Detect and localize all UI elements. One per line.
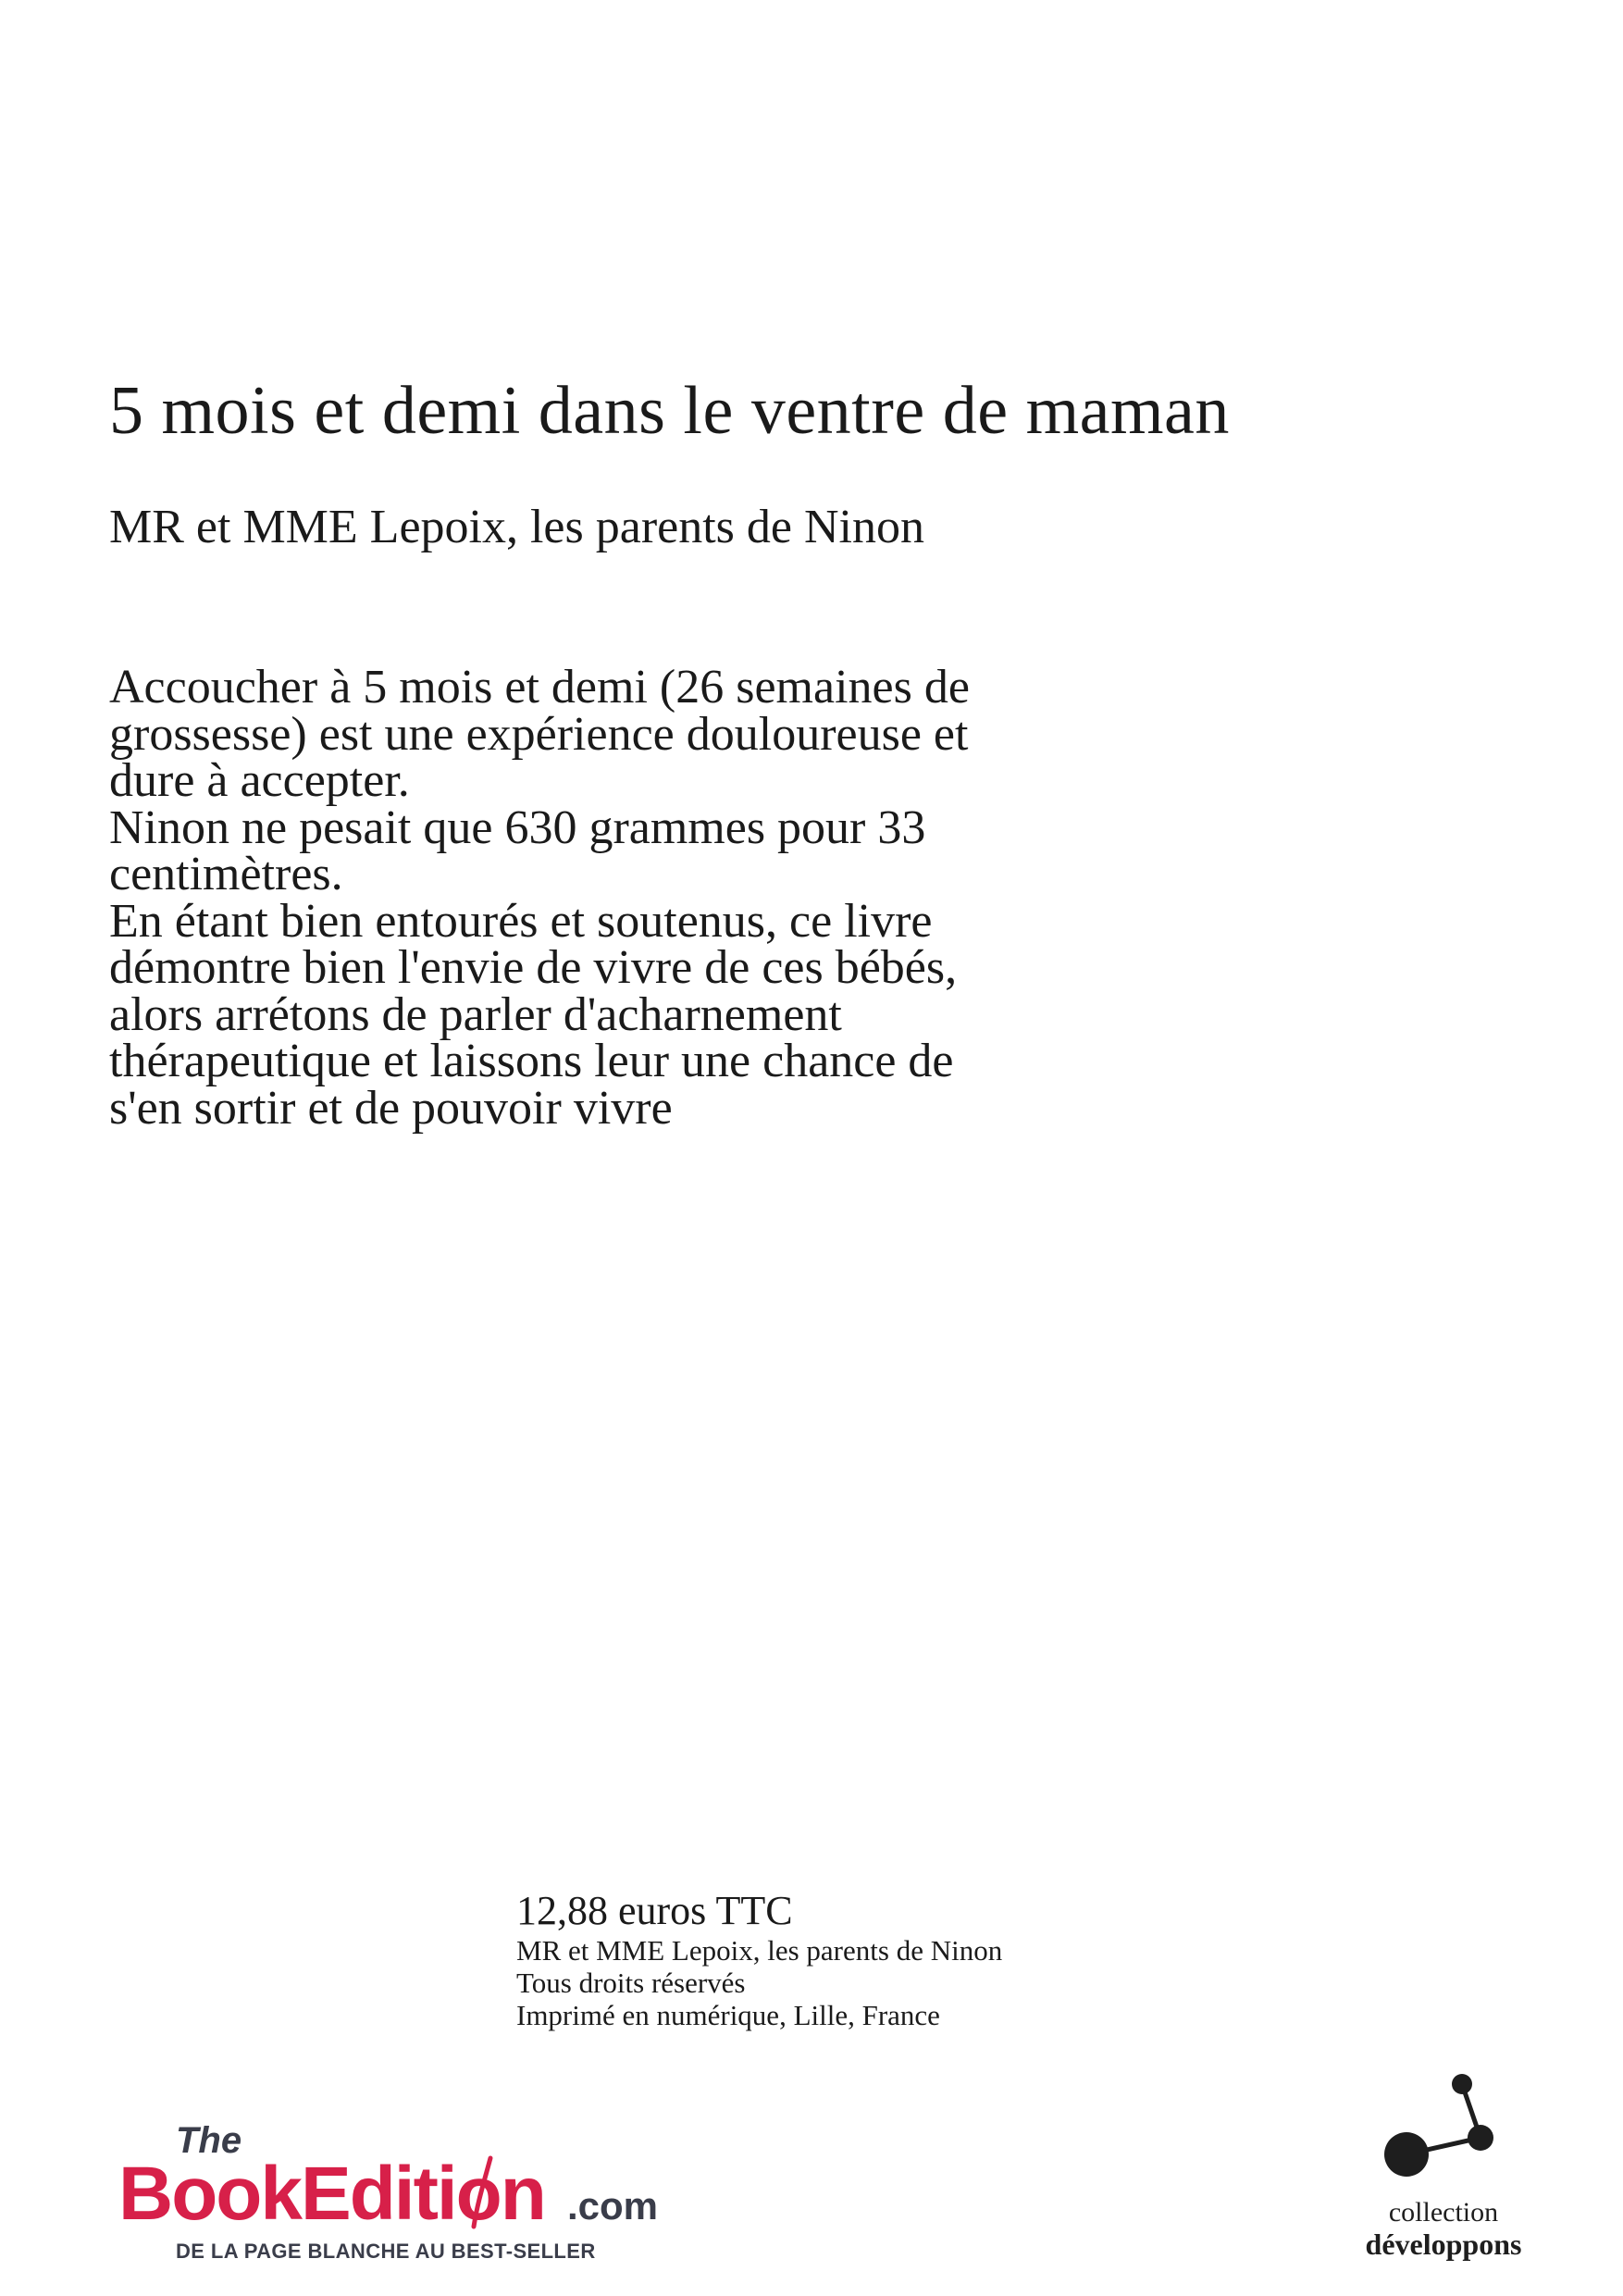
logo-brand-text: BookEdition [118, 2152, 545, 2236]
summary-line: centimètres. [109, 848, 343, 900]
collection-name: développons [1365, 2228, 1522, 2261]
price: 12,88 euros TTC [516, 1888, 793, 1933]
logo-the-text: The [176, 2120, 242, 2161]
summary-line: Ninon ne pesait que 630 grammes pour 33 [109, 800, 926, 854]
summary-line: En étant bien entourés et soutenus, ce livre [109, 894, 933, 948]
summary-line: s'en sortir et de pouvoir vivre [109, 1081, 673, 1135]
colophon-author: MR et MME Lepoix, les parents de Ninon [516, 1934, 1003, 1967]
summary-line: démontre bien l'envie de vivre de ces bébés, [109, 941, 958, 994]
rights-notice: Tous droits réservés [516, 1967, 746, 1999]
colophon [516, 1888, 1002, 2031]
molecule-icon [1384, 2074, 1493, 2177]
logo-tagline: DE LA PAGE BLANCHE AU BEST-SELLER [176, 2240, 596, 2263]
book-title: 5 mois et demi dans le ventre de maman [109, 373, 1230, 449]
summary-line: dure à accepter. [109, 754, 410, 807]
summary-line: alors arrétons de parler d'acharnement [109, 987, 842, 1041]
summary-line: Accoucher à 5 mois et demi (26 semaines de [109, 661, 970, 714]
collection-label: collection [1388, 2197, 1499, 2228]
printing-notice: Imprimé en numérique, Lille, France [516, 1999, 940, 2031]
book-author: MR et MME Lepoix, les parents de Ninon [109, 501, 924, 553]
collection-developpons-logo [1332, 2062, 1555, 2275]
logo-domain-text: .com [567, 2184, 659, 2228]
thebookedition-logo [118, 2117, 664, 2265]
back-cover-summary [109, 661, 1294, 1135]
summary-line: grossesse) est une expérience douloureuse et [109, 707, 969, 761]
summary-line: thérapeutique et laissons leur une chance de [109, 1035, 954, 1087]
